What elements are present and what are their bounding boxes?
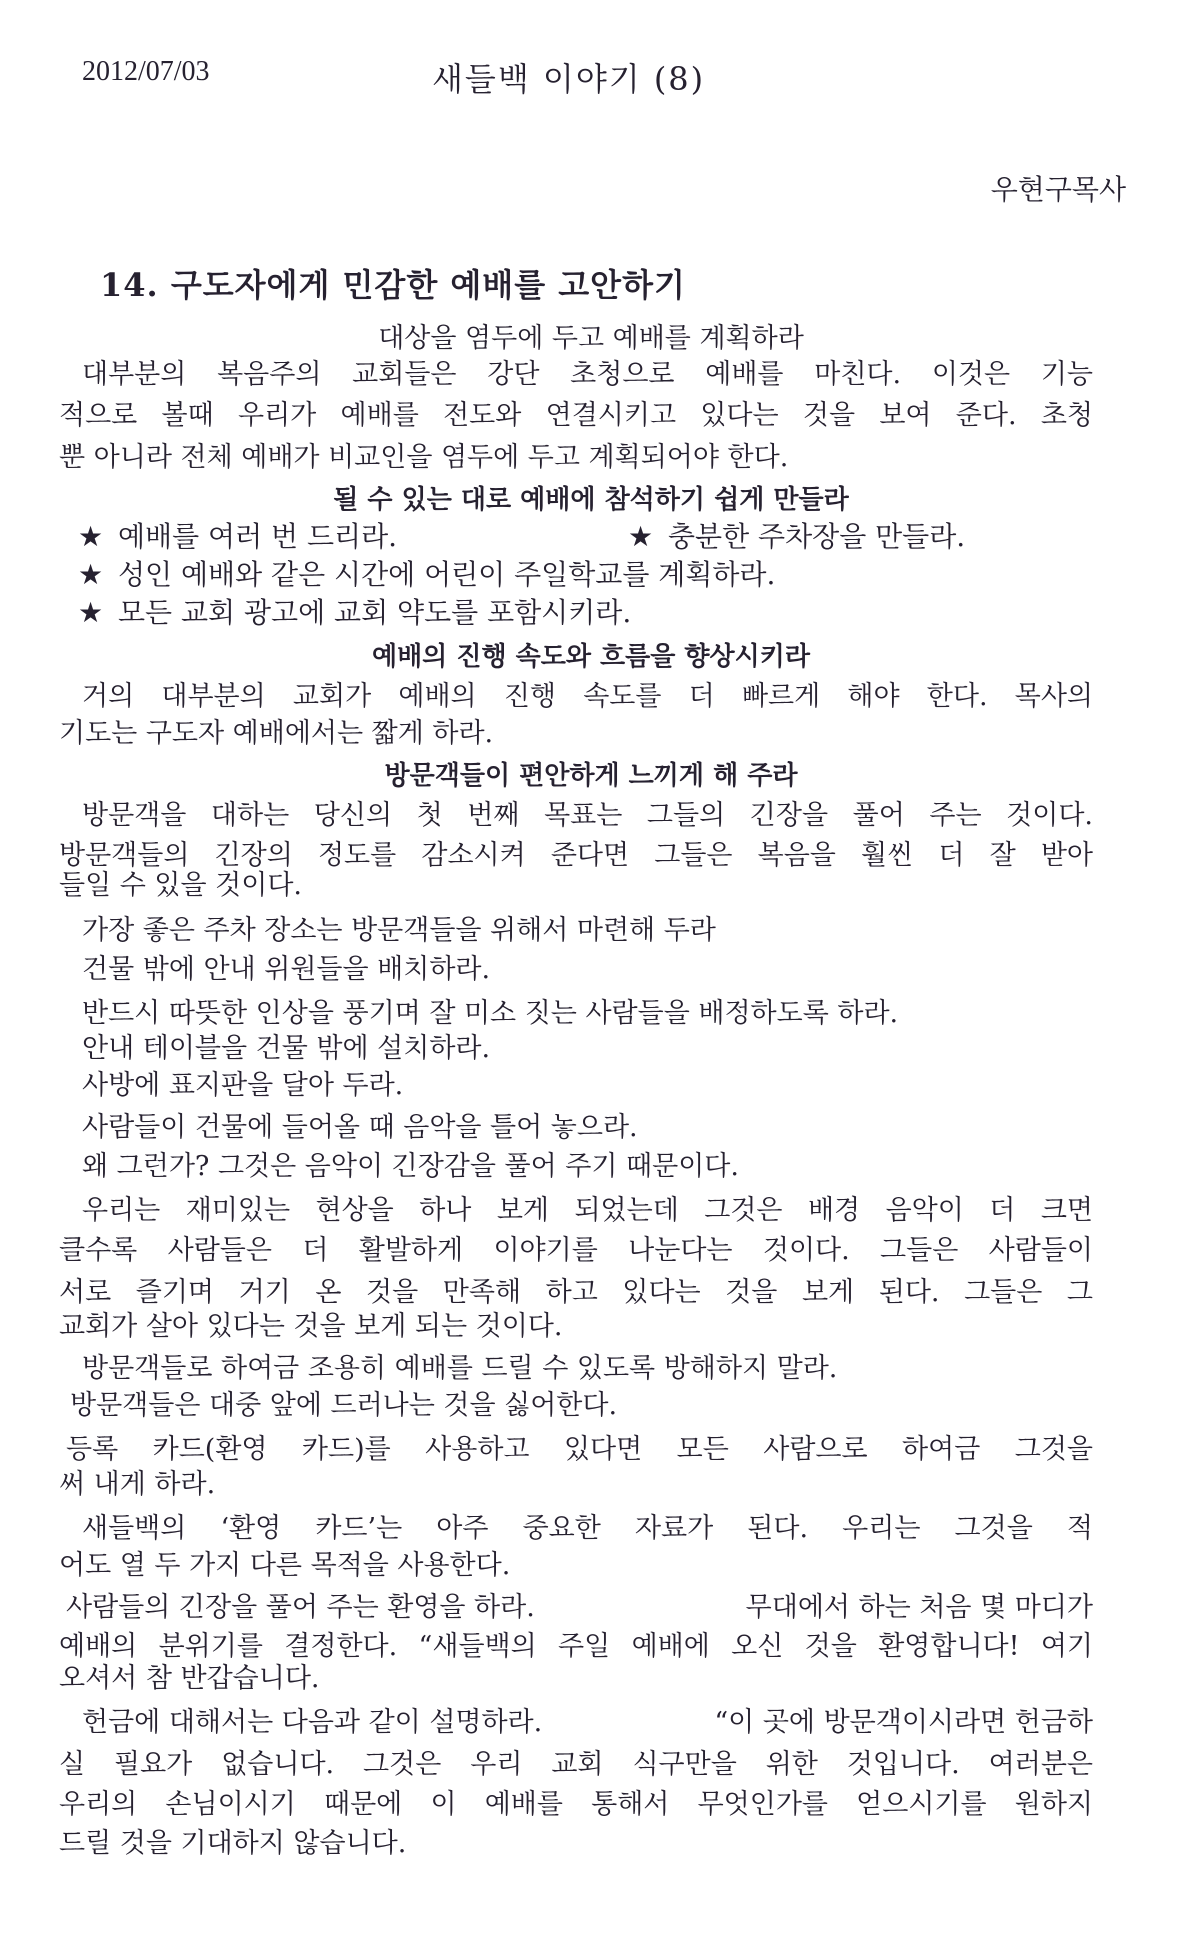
paragraph-line: 새들백의 ‘환영 카드’는 아주 중요한 자료가 된다. 우리는 그것을 적: [82, 1513, 1093, 1544]
star-item: ★ 성인 예배와 같은 시간에 어린이 주일학교를 계획하라.: [78, 558, 776, 591]
paragraph-line: 클수록 사람들은 더 활발하게 이야기를 나눈다는 것이다. 그들은 사람들이: [59, 1235, 1093, 1266]
emphasis: 헌금에 대해서는 다음과 같이 설명하라.: [82, 1707, 543, 1738]
list-item: 방문객들로 하여금 조용히 예배를 드릴 수 있도록 방해하지 말라.: [82, 1353, 838, 1384]
list-item: 사람들이 건물에 들어올 때 음악을 틀어 놓으라.: [82, 1112, 638, 1143]
paragraph-line: 교회가 살아 있다는 것을 보게 되는 것이다.: [59, 1311, 563, 1342]
paragraph-line: 예배의 분위기를 결정한다. “새들백의 주일 예배에 오신 것을 환영합니다! 여기: [59, 1631, 1093, 1662]
list-item: 반드시 따뜻한 인상을 풍기며 잘 미소 짓는 사람들을 배정하도록 하라.: [82, 998, 899, 1029]
paragraph-line: 우리의 손님이시기 때문에 이 예배를 통해서 무엇인가를 얻으시기를 원하지: [59, 1789, 1093, 1820]
paragraph-line: 방문객들의 긴장의 정도를 감소시켜 준다면 그들은 복음을 훨씬 더 잘 받아: [59, 840, 1093, 871]
subheading: 예배의 진행 속도와 흐름을 향상시키라: [371, 642, 811, 672]
author: 우현구목사: [990, 173, 1126, 206]
emphasis: 사람들의 긴장을 풀어 주는 환영을 하라.: [66, 1592, 535, 1623]
list-item: 왜 그런가? 그것은 음악이 긴장감을 풀어 주기 때문이다.: [82, 1151, 739, 1182]
date: 2012/07/03: [82, 56, 210, 87]
paragraph-line: 어도 열 두 가지 다른 목적을 사용한다.: [59, 1550, 511, 1581]
paragraph-line: 서로 즐기며 거기 온 것을 만족해 하고 있다는 것을 보게 된다. 그들은 그: [59, 1277, 1093, 1308]
list-item: 가장 좋은 주차 장소는 방문객들을 위해서 마련해 두라: [82, 915, 716, 946]
paragraph-line: 헌금에 대해서는 다음과 같이 설명하라. “이 곳에 방문객이시라면 헌금하: [82, 1707, 1093, 1738]
list-item: 등록 카드(환영 카드)를 사용하고 있다면 모든 사람으로 하여금 그것을: [66, 1434, 1093, 1465]
subheading: 방문객들이 편안하게 느끼게 해 주라: [384, 761, 798, 791]
paragraph-line: 거의 대부분의 교회가 예배의 진행 속도를 더 빠르게 해야 한다. 목사의: [82, 681, 1093, 712]
paragraph-line: 들일 수 있을 것이다.: [59, 870, 302, 901]
paragraph-line: 우리는 재미있는 현상을 하나 보게 되었는데 그것은 배경 음악이 더 크면: [82, 1195, 1093, 1226]
star-item: ★ 예배를 여러 번 드리라.: [78, 520, 398, 553]
document-title: 새들백 이야기 (8): [432, 60, 706, 98]
section-title: 14. 구도자에게 민감한 예배를 고안하기: [100, 266, 686, 304]
paragraph-line: 방문객을 대하는 당신의 첫 번째 목표는 그들의 긴장을 풀어 주는 것이다.: [82, 800, 1093, 831]
paragraph-line: 적으로 볼때 우리가 예배를 전도와 연결시키고 있다는 것을 보여 준다. 초청: [59, 400, 1093, 431]
subheading: 대상을 염두에 두고 예배를 계획하라: [378, 323, 804, 354]
paragraph-line: 드릴 것을 기대하지 않습니다.: [59, 1828, 407, 1859]
star-item: ★ 충분한 주차장을 만들라.: [628, 520, 966, 553]
paragraph-line: 기도는 구도자 예배에서는 짧게 하라.: [59, 718, 494, 749]
paragraph-line: 실 필요가 없습니다. 그것은 우리 교회 식구만을 위한 것입니다. 여러분은: [59, 1749, 1093, 1780]
paragraph-line: 사람들의 긴장을 풀어 주는 환영을 하라. 무대에서 하는 처음 몇 마디가: [66, 1592, 1093, 1623]
list-item: 써 내게 하라.: [59, 1469, 216, 1500]
paragraph-line: 오셔서 참 반갑습니다.: [59, 1663, 320, 1694]
star-item: ★ 모든 교회 광고에 교회 약도를 포함시키라.: [78, 596, 632, 629]
list-item: 사방에 표지판을 달아 두라.: [82, 1070, 404, 1101]
star-icon: ★: [78, 558, 104, 591]
star-icon: ★: [628, 520, 654, 553]
list-item: 건물 밖에 안내 위원들을 배치하라.: [82, 954, 491, 985]
paragraph-line: 대부분의 복음주의 교회들은 강단 초청으로 예배를 마친다. 이것은 기능: [82, 359, 1093, 390]
paragraph-line: 방문객들은 대중 앞에 드러나는 것을 싫어한다.: [70, 1390, 618, 1421]
paragraph-line: 뿐 아니라 전체 예배가 비교인을 염두에 두고 계획되어야 한다.: [59, 442, 789, 473]
star-icon: ★: [78, 596, 104, 629]
star-icon: ★: [78, 520, 104, 553]
subheading: 될 수 있는 대로 예배에 참석하기 쉽게 만들라: [333, 485, 849, 515]
list-item: 안내 테이블을 건물 밖에 설치하라.: [82, 1033, 491, 1064]
